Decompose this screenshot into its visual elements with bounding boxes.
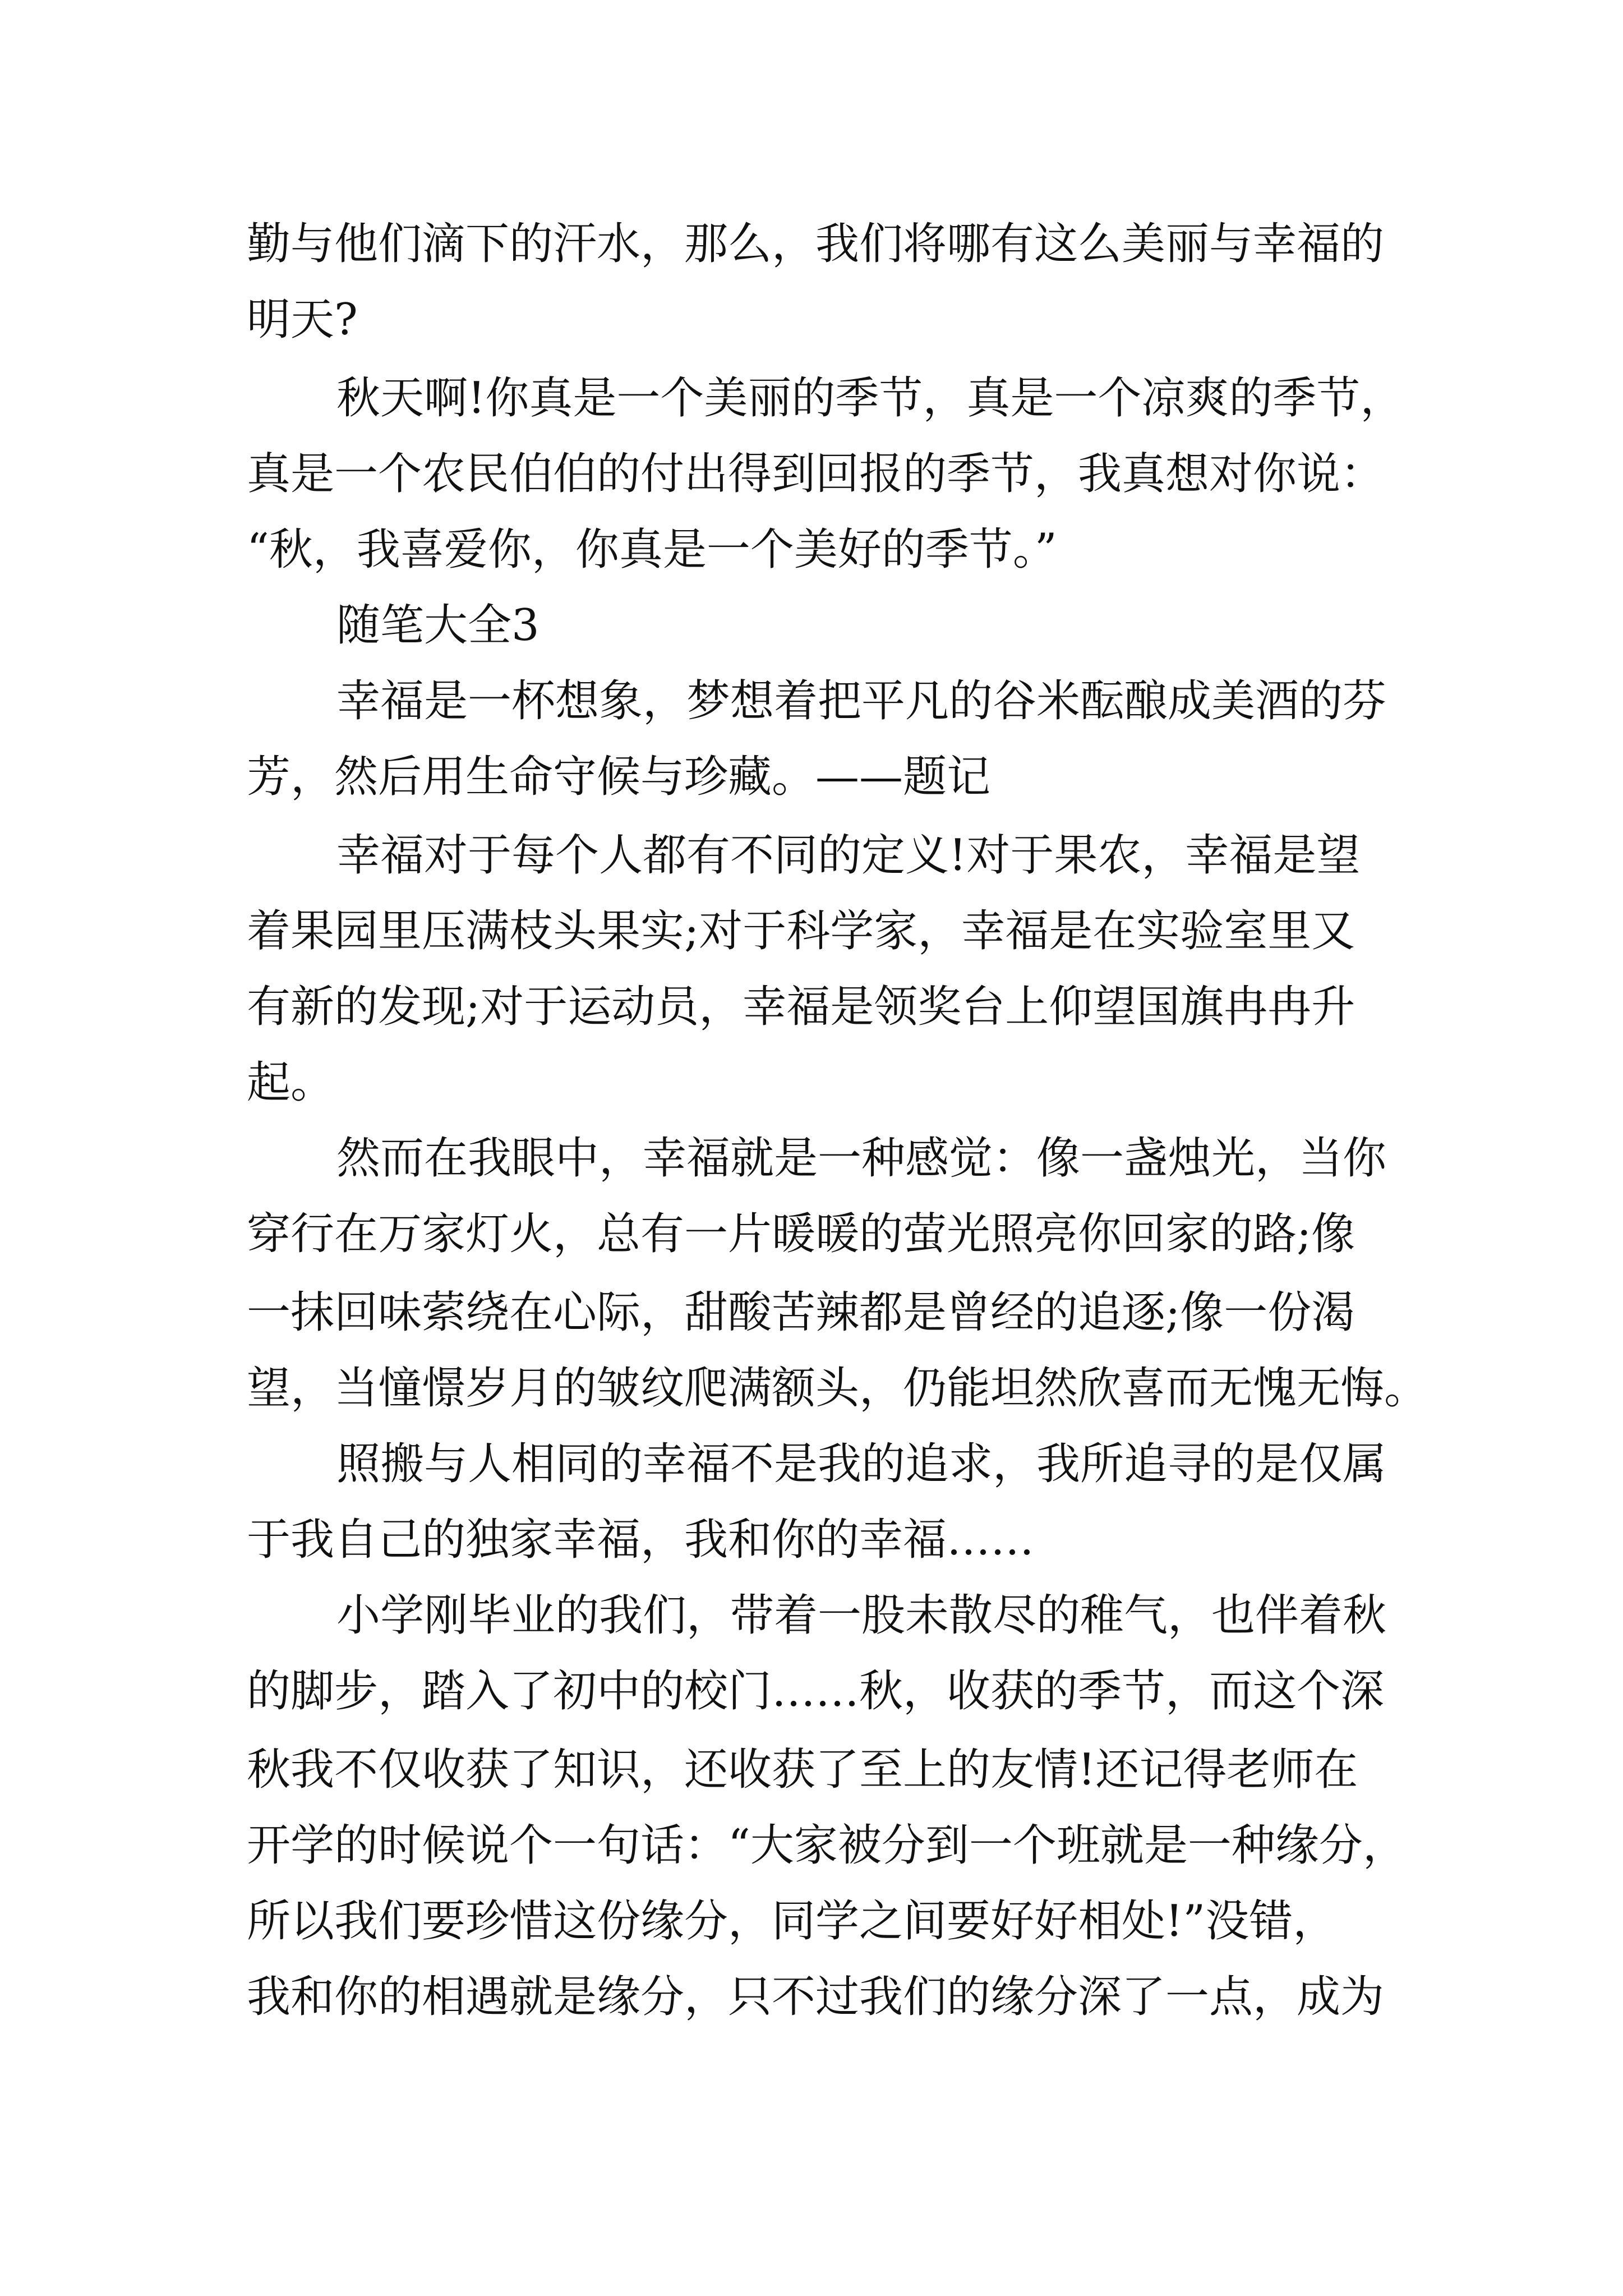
text-line: 秋天啊!你真是一个美丽的季节，真是一个凉爽的季节，	[336, 373, 1404, 424]
text-line: 的脚步，踏入了初中的校门……秋，收获的季节，而这个深	[247, 1666, 1385, 1717]
text-line: 秋我不仅收获了知识，还收获了至上的友情!还记得老师在	[247, 1745, 1358, 1795]
text-line: 真是一个农民伯伯的付出得到回报的季节，我真想对你说：	[247, 449, 1385, 499]
text-line: 幸福是一杯想象，梦想着把平凡的谷米酝酿成美酒的芬	[336, 676, 1387, 726]
section-heading: 随笔大全3	[336, 600, 540, 651]
text-line: 一抹回味萦绕在心际，甜酸苦辣都是曾经的追逐;像一份渴	[247, 1287, 1355, 1338]
text-line: 所以我们要珍惜这份缘分，同学之间要好好相处!”没错，	[247, 1896, 1337, 1947]
text-line: 于我自己的独家幸福，我和你的幸福……	[247, 1515, 1035, 1565]
text-line: “秋，我喜爱你，你真是一个美好的季节。”	[247, 524, 1057, 575]
text-line: 我和你的相遇就是缘分，只不过我们的缘分深了一点，成为	[247, 1972, 1385, 2022]
text-line: 有新的发现;对于运动员，幸福是领奖台上仰望国旗冉冉升	[247, 982, 1355, 1032]
text-line: 穿行在万家灯火，总有一片暖暖的萤光照亮你回家的路;像	[247, 1209, 1355, 1259]
text-line: 幸福对于每个人都有不同的定义!对于果农，幸福是望	[336, 830, 1361, 881]
text-line: 开学的时候说个一句话：“大家被分到一个班就是一种缘分，	[247, 1820, 1407, 1871]
text-line: 芳，然后用生命守候与珍藏。——题记	[247, 752, 991, 802]
text-line: 起。	[247, 1057, 335, 1108]
text-line: 小学刚毕业的我们，带着一股未散尽的稚气，也伴着秋	[336, 1590, 1387, 1641]
text-line: 望，当憧憬岁月的皱纹爬满额头，仍能坦然欣喜而无愧无悔。	[247, 1363, 1428, 1414]
text-line: 明天?	[247, 295, 358, 345]
text-line: 勤与他们滴下的汗水，那么，我们将哪有这么美丽与幸福的	[247, 219, 1385, 269]
text-line: 照搬与人相同的幸福不是我的追求，我所追寻的是仅属	[336, 1439, 1387, 1489]
text-line: 然而在我眼中，幸福就是一种感觉：像一盏烛光，当你	[336, 1133, 1387, 1184]
text-line: 着果园里压满枝头果实;对于科学家，幸福是在实验室里又	[247, 906, 1355, 956]
